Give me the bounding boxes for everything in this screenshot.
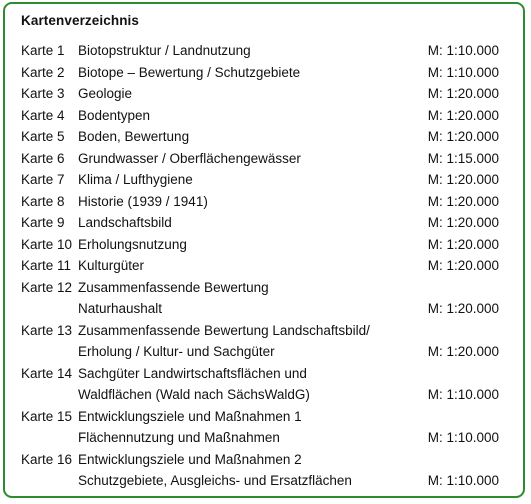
- map-title-line: Sachgüter Landwirtschaftsflächen und: [78, 365, 307, 381]
- map-scale: M: 1:10.000: [427, 430, 499, 445]
- map-scale: M: 1:20.000: [427, 215, 499, 230]
- map-scale: M: 1:20.000: [427, 86, 499, 101]
- map-title-line: Schutzgebiete, Ausgleichs- und Ersatzflächen: [78, 473, 352, 488]
- map-scale: M: 1:10.000: [427, 473, 499, 488]
- map-entry: [21, 191, 499, 213]
- map-index-box: [3, 2, 525, 498]
- map-title-line: Entwicklungsziele und Maßnahmen 2: [78, 451, 302, 467]
- map-number: Karte 8: [21, 193, 65, 209]
- map-scale: M: 1:20.000: [427, 344, 499, 359]
- map-index-title: Kartenverzeichnis: [21, 13, 139, 28]
- map-number: Karte 13: [21, 322, 73, 338]
- map-entry: [21, 449, 499, 492]
- map-title-line: Klima / Lufthygiene: [78, 172, 193, 187]
- map-entry: [21, 406, 499, 449]
- map-title-line: Biotopstruktur / Landnutzung: [78, 43, 251, 58]
- map-number: Karte 16: [21, 451, 73, 467]
- map-title-line: Grundwasser / Oberflächengewässer: [78, 150, 301, 166]
- map-title-line: Flächennutzung und Maßnahmen: [78, 430, 280, 445]
- map-entry: [21, 320, 499, 363]
- map-entry: [21, 255, 499, 277]
- map-number: Karte 6: [21, 150, 65, 166]
- map-entry: [21, 234, 499, 256]
- map-entry: [21, 277, 499, 320]
- map-entry: [21, 148, 499, 170]
- map-number: Karte 11: [21, 258, 72, 273]
- map-entry: [21, 83, 499, 105]
- map-title-line: Zusammenfassende Bewertung Landschaftsbild/: [78, 322, 370, 338]
- map-title-line: Kulturgüter: [78, 258, 145, 273]
- map-number: Karte 12: [21, 279, 73, 295]
- map-entry: [21, 40, 499, 62]
- map-scale: M: 1:20.000: [427, 107, 499, 123]
- map-number: Karte 10: [21, 236, 73, 252]
- map-title-line: Landschaftsbild: [78, 215, 172, 230]
- map-list: [21, 40, 499, 492]
- map-scale: M: 1:10.000: [427, 64, 499, 80]
- map-title-line: Entwicklungsziele und Maßnahmen 1: [78, 408, 302, 424]
- map-title-line: Waldflächen (Wald nach SächsWaldG): [78, 387, 310, 402]
- map-scale: M: 1:20.000: [427, 129, 499, 144]
- map-entry: [21, 126, 499, 148]
- map-number: Karte 9: [21, 215, 65, 230]
- map-title-line: Boden, Bewertung: [78, 129, 190, 144]
- map-number: Karte 2: [21, 64, 65, 80]
- map-number: Karte 15: [21, 408, 73, 424]
- map-number: Karte 4: [21, 107, 65, 123]
- map-entry: [21, 62, 499, 84]
- map-number: Karte 7: [21, 172, 65, 187]
- map-number: Karte 5: [21, 129, 65, 144]
- map-scale: M: 1:20.000: [427, 301, 499, 316]
- map-scale: M: 1:20.000: [427, 193, 499, 209]
- map-entry: [21, 169, 499, 191]
- map-title-line: Geologie: [78, 86, 133, 101]
- map-title-line: Bodentypen: [78, 107, 151, 123]
- map-title-line: Biotope – Bewertung / Schutzgebiete: [78, 64, 301, 80]
- map-scale: M: 1:15.000: [427, 150, 499, 166]
- map-scale: M: 1:20.000: [427, 258, 499, 273]
- map-title-line: Erholung / Kultur- und Sachgüter: [78, 344, 275, 359]
- map-title-line: Historie (1939 / 1941): [78, 193, 208, 209]
- map-number: Karte 3: [21, 86, 65, 101]
- map-scale: M: 1:20.000: [427, 236, 499, 252]
- map-title-line: Naturhaushalt: [78, 301, 163, 316]
- map-scale: M: 1:10.000: [427, 387, 499, 402]
- map-entry: [21, 363, 499, 406]
- map-entry: [21, 105, 499, 127]
- map-title-line: Erholungsnutzung: [78, 236, 187, 252]
- map-entry: [21, 212, 499, 234]
- map-scale: M: 1:20.000: [427, 172, 499, 187]
- map-number: Karte 14: [21, 365, 73, 381]
- map-scale: M: 1:10.000: [427, 43, 499, 58]
- map-title-line: Zusammenfassende Bewertung: [78, 279, 269, 295]
- map-number: Karte 1: [21, 43, 65, 58]
